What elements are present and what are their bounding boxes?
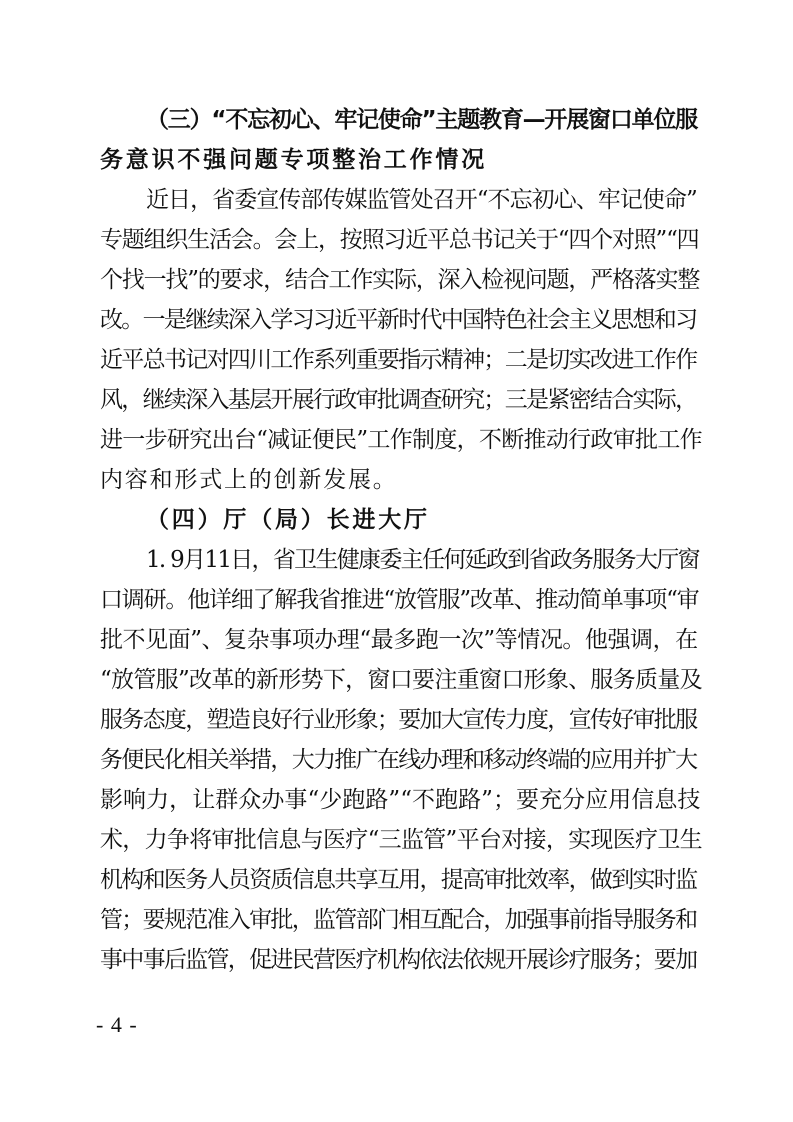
section3-paragraph-line: 风，继续深入基层开展行政审批调查研究；三是紧密结合实际，	[100, 387, 697, 413]
section4-paragraph-line: 影响力，让群众办事“少跑路”“不跑路”；要充分应用信息技	[100, 787, 701, 813]
section3-paragraph-line: 内容和形式上的创新发展。	[100, 467, 398, 493]
section4-paragraph-line: 事中事后监管，促进民营医疗机构依法依规开展诊疗服务；要加	[100, 947, 697, 973]
section3-title-line1: （三）“不忘初心、牢记使命”主题教育—开展窗口单位服	[146, 107, 698, 133]
section4-paragraph-line: 批不见面”、复杂事项办理“最多跑一次”等情况。他强调，在	[100, 627, 698, 653]
section4-paragraph-line: 管；要规范准入审批，监管部门相互配合，加强事前指导服务和	[100, 907, 697, 933]
section3-paragraph-line: 近日，省委宣传部传媒监管处召开“不忘初心、牢记使命”	[146, 187, 697, 213]
section3-paragraph-line: 专题组织生活会。会上，按照习近平总书记关于“四个对照”“四	[100, 227, 699, 253]
section4-paragraph-line: 口调研。他详细了解我省推进“放管服”改革、推动简单事项“审	[100, 587, 699, 613]
section4-paragraph-line: 机构和医务人员资质信息共享互用，提高审批效率，做到实时监	[100, 867, 697, 893]
section4-paragraph-line: 务便民化相关举措，大力推广在线办理和移动终端的应用并扩大	[100, 747, 697, 773]
section3-paragraph-line: 个找一找”的要求，结合工作实际，深入检视问题，严格落实整	[100, 267, 700, 293]
section3-title-line2: 务意识不强问题专项整治工作情况	[100, 147, 487, 173]
section4-paragraph-line: “放管服”改革的新形势下，窗口要注重窗口形象、服务质量及	[100, 667, 702, 693]
section4-title: （四）厅（局）长进大厅	[146, 507, 430, 533]
section3-paragraph-line: 近平总书记对四川工作系列重要指示精神；二是切实改进工作作	[100, 347, 697, 373]
section3-paragraph-line: 改。一是继续深入学习习近平新时代中国特色社会主义思想和习	[100, 307, 697, 333]
section4-paragraph-line: 服务态度，塑造良好行业形象；要加大宣传力度，宣传好审批服	[100, 707, 697, 733]
page-number: - 4 -	[96, 1012, 138, 1037]
section4-paragraph-line: 1. 9月11日，省卫生健康委主任何延政到省政务服务大厅窗	[146, 547, 699, 573]
section3-paragraph-line: 进一步研究出台“减证便民”工作制度，不断推动行政审批工作	[100, 427, 702, 453]
section4-paragraph-line: 术，力争将审批信息与医疗“三监管”平台对接，实现医疗卫生	[100, 827, 702, 853]
